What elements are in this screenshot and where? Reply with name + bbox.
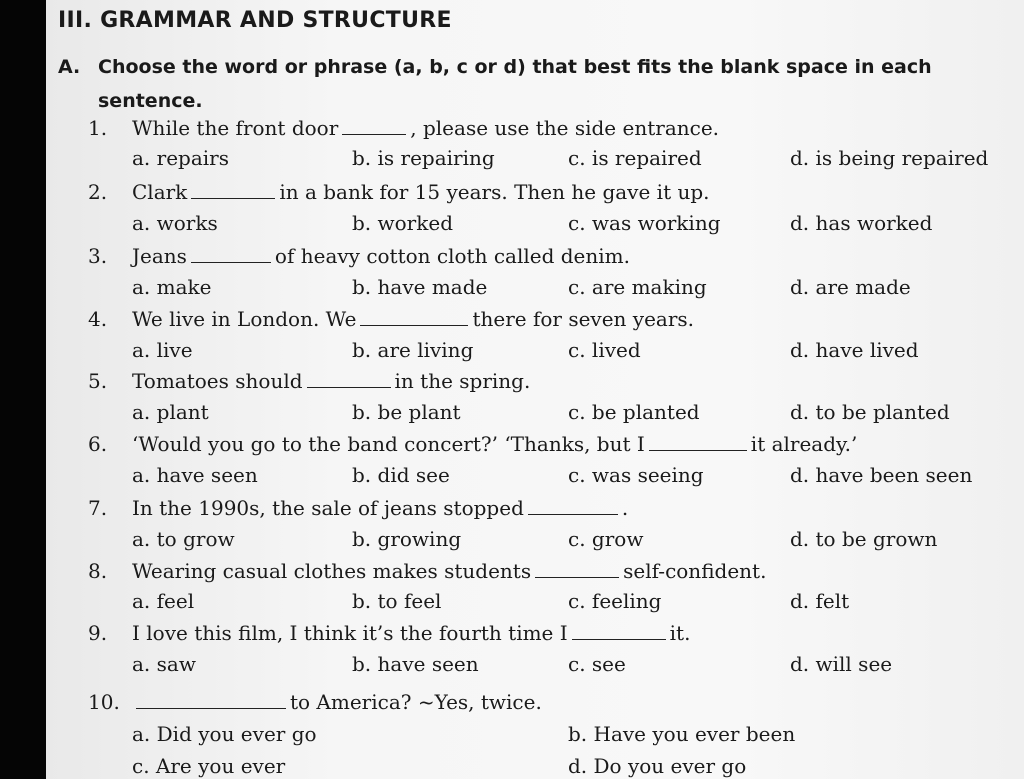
option-b[interactable]: b. to feel <box>352 589 442 613</box>
question-text-after: in the spring. <box>394 369 531 393</box>
option-c[interactable]: c. are making <box>568 275 707 299</box>
option-a[interactable]: a. feel <box>132 589 195 613</box>
option-c[interactable]: c. be planted <box>568 400 700 424</box>
option-a[interactable]: a. plant <box>132 400 209 424</box>
option-a[interactable]: a. works <box>132 211 218 235</box>
question-number: 3. <box>88 244 108 268</box>
section-title: III. GRAMMAR AND STRUCTURE <box>58 8 452 33</box>
question-text-after: it. <box>669 621 691 645</box>
question-text-before: I love this film, I think it’s the fourth time I <box>132 621 568 645</box>
option-d[interactable]: d. have lived <box>790 338 919 362</box>
option-d[interactable]: d. felt <box>790 589 850 613</box>
option-d[interactable]: d. will see <box>790 652 893 676</box>
option-a[interactable]: a. to grow <box>132 527 235 551</box>
option-d[interactable]: d. to be planted <box>790 400 950 424</box>
page-edge-shadow <box>0 0 46 779</box>
option-a[interactable]: a. saw <box>132 652 196 676</box>
question-number: 9. <box>88 621 108 645</box>
question-8 <box>88 559 766 583</box>
answer-blank[interactable] <box>307 373 391 388</box>
option-a[interactable]: a. Did you ever go <box>132 722 317 746</box>
option-b[interactable]: b. is repairing <box>352 146 495 170</box>
question-3 <box>88 244 630 268</box>
option-c[interactable]: c. see <box>568 652 626 676</box>
instruction-line-1: Choose the word or phrase (a, b, c or d) that best fits the blank space in each <box>98 56 932 78</box>
question-text-before: We live in London. We <box>132 307 357 331</box>
option-a[interactable]: a. have seen <box>132 463 258 487</box>
question-6 <box>88 432 857 456</box>
option-c[interactable]: c. was seeing <box>568 463 704 487</box>
question-1 <box>88 116 719 140</box>
question-text-before: While the front door <box>132 116 339 140</box>
answer-blank[interactable] <box>191 184 275 199</box>
option-c[interactable]: c. grow <box>568 527 644 551</box>
question-number: 6. <box>88 432 108 456</box>
option-b[interactable]: b. are living <box>352 338 474 362</box>
answer-blank[interactable] <box>360 311 468 326</box>
question-text-after: it already.’ <box>750 432 858 456</box>
answer-blank[interactable] <box>191 248 271 263</box>
question-text-after: self-confident. <box>623 559 767 583</box>
option-b[interactable]: b. worked <box>352 211 453 235</box>
question-number: 4. <box>88 307 108 331</box>
question-text-after: . <box>621 496 629 520</box>
question-number: 5. <box>88 369 108 393</box>
question-text-after: there for seven years. <box>472 307 695 331</box>
question-number: 10. <box>88 690 120 714</box>
question-text-before: Tomatoes should <box>132 369 303 393</box>
question-number: 1. <box>88 116 108 140</box>
question-2 <box>88 180 710 204</box>
question-text-before: Clark <box>132 180 188 204</box>
answer-blank[interactable] <box>572 625 666 640</box>
option-b[interactable]: b. Have you ever been <box>568 722 796 746</box>
option-a[interactable]: a. live <box>132 338 193 362</box>
option-d[interactable]: d. to be grown <box>790 527 938 551</box>
question-text-after: in a bank for 15 years. Then he gave it up. <box>279 180 710 204</box>
question-text-before: In the 1990s, the sale of jeans stopped <box>132 496 524 520</box>
question-text-after: , please use the side entrance. <box>410 116 720 140</box>
option-d[interactable]: d. has worked <box>790 211 933 235</box>
option-a[interactable]: a. repairs <box>132 146 229 170</box>
instruction <box>58 50 1018 118</box>
question-text-before: Jeans <box>132 244 187 268</box>
question-7 <box>88 496 628 520</box>
answer-blank[interactable] <box>342 120 406 135</box>
option-c[interactable]: c. was working <box>568 211 721 235</box>
question-number: 7. <box>88 496 108 520</box>
option-d[interactable]: d. are made <box>790 275 911 299</box>
question-text-after: to America? ~Yes, twice. <box>290 690 542 714</box>
question-text-before: Wearing casual clothes makes students <box>132 559 532 583</box>
question-number: 8. <box>88 559 108 583</box>
answer-blank[interactable] <box>136 694 286 709</box>
instruction-letter: A. <box>58 56 81 78</box>
option-b[interactable]: b. did see <box>352 463 450 487</box>
option-b[interactable]: b. growing <box>352 527 462 551</box>
question-10 <box>88 690 542 714</box>
option-b[interactable]: b. have seen <box>352 652 479 676</box>
option-d[interactable]: d. have been seen <box>790 463 973 487</box>
option-b[interactable]: b. be plant <box>352 400 461 424</box>
option-c[interactable]: c. lived <box>568 338 641 362</box>
instruction-line-2: sentence. <box>98 90 203 112</box>
answer-blank[interactable] <box>528 500 618 515</box>
question-text-after: of heavy cotton cloth called denim. <box>274 244 630 268</box>
option-c[interactable]: c. is repaired <box>568 146 702 170</box>
question-number: 2. <box>88 180 108 204</box>
answer-blank[interactable] <box>649 436 747 451</box>
question-4 <box>88 307 694 331</box>
question-5 <box>88 369 530 393</box>
option-d[interactable]: d. Do you ever go <box>568 754 747 778</box>
answer-blank[interactable] <box>535 563 619 578</box>
option-c[interactable]: c. Are you ever <box>132 754 286 778</box>
option-c[interactable]: c. feeling <box>568 589 662 613</box>
question-9 <box>88 621 690 645</box>
option-d[interactable]: d. is being repaired <box>790 146 989 170</box>
option-a[interactable]: a. make <box>132 275 212 299</box>
option-b[interactable]: b. have made <box>352 275 488 299</box>
question-text-before: ‘Would you go to the band concert?’ ‘Thanks, but I <box>132 432 645 456</box>
